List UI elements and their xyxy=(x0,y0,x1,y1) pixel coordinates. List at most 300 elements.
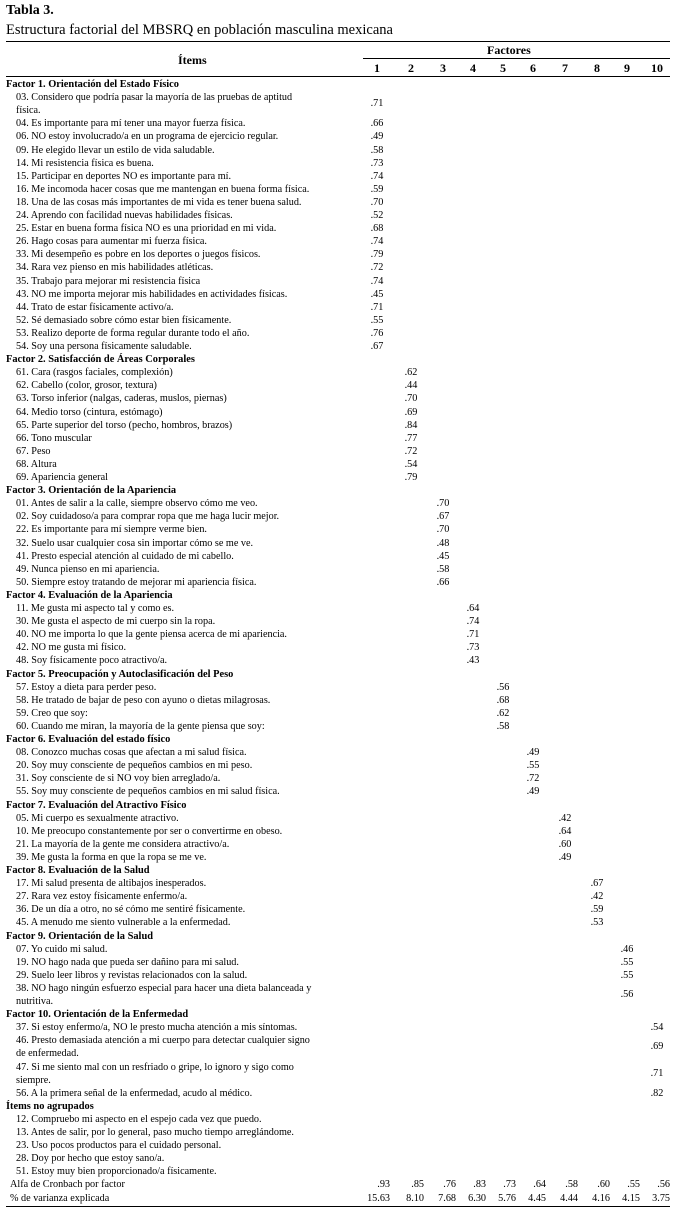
factor-loading: .58 xyxy=(436,563,450,575)
factor-loading: .64 xyxy=(466,603,480,614)
table-row xyxy=(0,275,674,288)
item-text-line: 41. Presto especial atención al cuidado de mi cabello. xyxy=(16,550,234,562)
item-text xyxy=(16,694,270,707)
item-text xyxy=(16,314,231,327)
table-row xyxy=(0,746,674,759)
item-text xyxy=(16,851,206,864)
item-text xyxy=(16,392,227,405)
table-row xyxy=(0,615,674,628)
factor-loading: .59 xyxy=(590,904,604,916)
factor-loading: .55 xyxy=(620,969,634,981)
summary-value: .76 xyxy=(443,1179,456,1191)
table-row xyxy=(0,392,674,405)
summary-value: .93 xyxy=(377,1179,390,1191)
item-text xyxy=(16,510,279,523)
item-text xyxy=(16,641,126,654)
item-text-line: 52. Sé demasiado sobre cómo estar bien físicamente. xyxy=(16,314,232,326)
item-text-line: 62. Cabello (color, grosor, textura) xyxy=(16,380,157,392)
factor-loading: .60 xyxy=(558,838,572,850)
factors-header: Factores xyxy=(487,43,531,57)
item-text-line: 34. Rara vez pienso en mis habilidades atléticas. xyxy=(16,262,214,274)
column-number: 3 xyxy=(440,61,446,75)
table-row xyxy=(0,497,674,510)
factor-loading: .62 xyxy=(496,707,510,719)
factor-loading: .56 xyxy=(496,681,510,693)
column-number: 8 xyxy=(594,61,600,75)
item-text-line: 65. Parte superior del torso (pecho, hombros, brazos) xyxy=(16,419,233,431)
item-text xyxy=(16,825,282,838)
summary-value: 4.44 xyxy=(560,1192,578,1204)
column-number: 4 xyxy=(470,61,476,75)
item-text xyxy=(16,654,167,667)
item-text-line: 16. Me incomoda hacer cosas que me mantengan en buena forma física. xyxy=(16,183,310,195)
item-text-line: 68. Altura xyxy=(16,458,57,470)
factor-loading: .72 xyxy=(370,262,384,274)
item-text-line: 42. NO me gusta mi físico. xyxy=(16,642,127,654)
factor-loading: .55 xyxy=(620,956,634,968)
item-text xyxy=(16,196,301,209)
item-text xyxy=(16,366,173,379)
factor-loading: .70 xyxy=(404,393,418,405)
table-row xyxy=(0,759,674,772)
item-text xyxy=(16,157,154,170)
item-text xyxy=(16,772,220,785)
item-text-line: nutritiva. xyxy=(16,995,54,1007)
factor-loading: .79 xyxy=(404,472,418,483)
item-text-line: 67. Peso xyxy=(16,445,51,457)
item-text-line: 53. Realizo deporte de forma regular durante todo el año. xyxy=(16,327,250,339)
item-text-line: Ítems no agrupados xyxy=(6,1100,94,1112)
item-text xyxy=(16,261,213,274)
item-text-line: 56. A la primera señal de la enfermedad, acudo al médico. xyxy=(16,1087,253,1099)
factor-loading: .74 xyxy=(466,616,480,628)
item-text-line: 66. Tono muscular xyxy=(16,432,92,444)
item-text xyxy=(16,1087,252,1100)
item-text xyxy=(16,563,159,576)
item-text xyxy=(16,458,57,471)
factor-title xyxy=(6,930,153,943)
item-text-line: Factor 9. Orientación de la Salud xyxy=(6,930,154,942)
table-row xyxy=(0,510,674,523)
item-text-line: 14. Mi resistencia física es buena. xyxy=(16,157,154,169)
item-text-line: 24. Aprendo con facilidad nuevas habilidades físicas. xyxy=(16,210,233,221)
item-text-line: 21. La mayoría de la gente me considera atractivo/a. xyxy=(16,838,230,850)
item-text-line: Factor 4. Evaluación de la Apariencia xyxy=(6,589,173,601)
item-text xyxy=(16,1021,297,1034)
factor-loading: .74 xyxy=(370,275,384,287)
factor-loading: .68 xyxy=(496,694,510,706)
summary-value: .60 xyxy=(597,1179,610,1191)
table-row xyxy=(0,1021,674,1034)
table-row xyxy=(0,170,674,183)
factor-heading xyxy=(0,353,674,366)
factor-title xyxy=(6,589,173,602)
factor-loading: .48 xyxy=(436,537,450,549)
item-text-line: 11. Me gusta mi aspecto tal y como es. xyxy=(16,603,175,614)
item-text xyxy=(16,406,163,419)
item-text xyxy=(16,275,200,288)
factor-loading: .49 xyxy=(558,851,572,863)
summary-value: 15.63 xyxy=(367,1192,390,1204)
item-text-line: 07. Yo cuido mi salud. xyxy=(16,943,108,955)
item-text xyxy=(16,235,207,248)
table-row xyxy=(0,144,674,157)
item-text xyxy=(16,130,278,143)
item-text-line: 61. Cara (rasgos faciales, complexión) xyxy=(16,367,173,379)
item-text xyxy=(16,550,234,563)
factor-title xyxy=(6,353,195,366)
item-text-line: 05. Mi cuerpo es sexualmente atractivo. xyxy=(16,812,179,824)
table-row xyxy=(0,681,674,694)
table-row xyxy=(0,288,674,301)
item-text-line: 09. He elegido llevar un estilo de vida saludable. xyxy=(16,144,215,156)
table-row xyxy=(0,1034,674,1060)
table-row xyxy=(0,772,674,785)
item-text-line: 37. Si estoy enfermo/a, NO le presto mucha atención a mis síntomas. xyxy=(16,1022,298,1034)
factor-loading: .71 xyxy=(650,1067,664,1079)
item-text-line: 23. Uso pocos productos para el cuidado personal. xyxy=(16,1140,222,1152)
factor-loading: .42 xyxy=(590,891,604,903)
table-row xyxy=(0,969,674,982)
item-text-line: 51. Estoy muy bien proporcionado/a físicamente. xyxy=(16,1166,217,1178)
table-row xyxy=(0,537,674,550)
factor-heading xyxy=(0,799,674,812)
table-row xyxy=(0,196,674,209)
factor-loading: .76 xyxy=(370,327,384,339)
item-text-line: 36. De un día a otro, no sé cómo me sentiré físicamente. xyxy=(16,904,246,916)
factor-loading: .45 xyxy=(370,288,384,300)
item-text-line: 01. Antes de salir a la calle, siempre observo cómo me veo. xyxy=(16,498,258,510)
item-text-line: 26. Hago cosas para aumentar mi fuerza física. xyxy=(16,236,207,248)
item-text-line: Factor 3. Orientación de la Apariencia xyxy=(6,485,177,497)
table-row xyxy=(0,851,674,864)
item-text-line: de enfermedad. xyxy=(16,1048,79,1060)
factor-loading: .73 xyxy=(466,642,480,654)
summary-value: 4.15 xyxy=(622,1192,640,1204)
table-row xyxy=(0,157,674,170)
table-row xyxy=(0,694,674,707)
item-text-line: 02. Soy cuidadoso/a para comprar ropa que me haga lucir mejor. xyxy=(16,511,280,523)
summary-value: .85 xyxy=(411,1179,424,1191)
factor-loading: .55 xyxy=(526,760,540,772)
item-text xyxy=(16,785,280,798)
table-row xyxy=(0,550,674,563)
factor-title xyxy=(6,864,150,877)
factor-loading: .77 xyxy=(404,432,418,444)
item-text-line: 63. Torso inferior (nalgas, caderas, muslos, piernas) xyxy=(16,393,227,405)
table-row xyxy=(0,314,674,327)
item-text-line: Factor 7. Evaluación del Atractivo Físico xyxy=(6,799,187,811)
summary-value: .56 xyxy=(657,1179,670,1191)
factor-heading xyxy=(0,668,674,681)
summary-row xyxy=(0,1192,674,1205)
factor-heading xyxy=(0,930,674,943)
factor-loading: .44 xyxy=(404,380,418,392)
item-text xyxy=(16,537,253,550)
item-text xyxy=(16,432,92,445)
table-row xyxy=(0,327,674,340)
factor-loading: .59 xyxy=(370,183,384,195)
item-text xyxy=(16,1113,262,1126)
item-text xyxy=(16,759,252,772)
summary-value: 5.76 xyxy=(498,1192,516,1204)
factor-loading: .74 xyxy=(370,170,384,182)
factor-loading: .54 xyxy=(404,458,418,470)
factor-loading: .72 xyxy=(526,773,540,785)
factor-heading xyxy=(0,864,674,877)
item-text xyxy=(16,812,179,825)
item-text-line: Factor 1. Orientación del Estado Físico xyxy=(6,79,179,90)
table-row xyxy=(0,261,674,274)
item-text-line: 18. Una de las cosas más importantes de mi vida es tener buena salud. xyxy=(16,196,302,208)
item-text-line: 31. Soy consciente de si NO voy bien arreglado/a. xyxy=(16,773,221,785)
factor-loading: .71 xyxy=(370,98,384,110)
summary-value: .58 xyxy=(565,1179,578,1191)
table-row xyxy=(0,523,674,536)
factor-loading: .69 xyxy=(650,1041,664,1053)
item-text xyxy=(16,943,107,956)
item-text xyxy=(16,144,215,157)
factor-loading: .67 xyxy=(436,511,450,523)
item-text-line: 03. Considero que podría pasar la mayoría de las pruebas de aptitud xyxy=(16,92,293,104)
item-text-line: 35. Trabajo para mejorar mi resistencia física xyxy=(16,275,201,287)
factor-loading: .79 xyxy=(370,249,384,261)
table-row xyxy=(0,419,674,432)
item-text xyxy=(16,877,206,890)
item-text-line: 33. Mi desempeño es pobre en los deportes o juegos físicos. xyxy=(16,249,261,261)
table-row xyxy=(0,1087,674,1100)
summary-value: 6.30 xyxy=(468,1192,486,1204)
table-row xyxy=(0,943,674,956)
bottom-rule xyxy=(6,1206,670,1207)
table-row xyxy=(0,982,674,1008)
factor-title xyxy=(6,668,233,681)
item-text-line: 13. Antes de salir, por lo general, paso mucho tiempo arreglándome. xyxy=(16,1127,294,1138)
factor-loading: .49 xyxy=(370,131,384,143)
table-row xyxy=(0,916,674,929)
item-text xyxy=(16,746,247,759)
item-text-line: 48. Soy físicamente poco atractivo/a. xyxy=(16,655,168,667)
items-header: Ítems xyxy=(178,53,207,67)
factor-loading: .43 xyxy=(466,655,480,667)
factor-loading: .82 xyxy=(650,1087,664,1099)
factor-loading: .71 xyxy=(466,629,480,641)
factor-title xyxy=(6,799,186,812)
factor-loading: .70 xyxy=(436,524,450,536)
item-text xyxy=(16,1152,164,1165)
factor-loading: .71 xyxy=(370,301,384,313)
factor-loading: .62 xyxy=(404,367,418,379)
table-row xyxy=(0,563,674,576)
item-text xyxy=(16,890,187,903)
item-text-line: Factor 2. Satisfacción de Áreas Corporales xyxy=(6,354,195,366)
table-row xyxy=(0,445,674,458)
column-number: 2 xyxy=(408,61,414,75)
factor-loading: .69 xyxy=(404,406,418,418)
top-rule xyxy=(6,41,670,42)
item-text-line: 47. Si me siento mal con un resfriado o gripe, lo ignoro y sigo como xyxy=(16,1061,294,1073)
factor-title xyxy=(6,733,170,746)
item-text xyxy=(16,681,156,694)
table-row xyxy=(0,209,674,222)
item-text xyxy=(16,1139,221,1152)
factor-loading: .73 xyxy=(370,157,384,169)
table-row xyxy=(0,432,674,445)
item-text xyxy=(16,497,258,510)
factor-heading xyxy=(0,589,674,602)
table-row xyxy=(0,117,674,130)
table-row xyxy=(0,1061,674,1087)
factor-loading: .66 xyxy=(370,118,384,130)
item-text-line: 38. NO hago ningún esfuerzo especial para hacer una dieta balanceada y xyxy=(16,982,312,994)
item-text-line: siempre. xyxy=(16,1074,51,1086)
item-text xyxy=(16,982,311,1008)
table-row xyxy=(0,956,674,969)
factor-loading: .84 xyxy=(404,419,418,431)
item-text-line: 54. Soy una persona físicamente saludable. xyxy=(16,341,192,352)
factor-loading: .56 xyxy=(620,988,634,1000)
factor-heading xyxy=(0,1008,674,1021)
table-row xyxy=(0,248,674,261)
factor-heading xyxy=(0,1100,674,1113)
item-text-line: 12. Compruebo mi aspecto en el espejo cada vez que puedo. xyxy=(16,1113,262,1125)
item-text xyxy=(16,471,108,484)
table-row xyxy=(0,1139,674,1152)
table-row xyxy=(0,91,674,117)
table-row xyxy=(0,406,674,419)
table-row xyxy=(0,812,674,825)
column-number: 10 xyxy=(651,61,663,75)
table-row xyxy=(0,641,674,654)
item-text xyxy=(16,170,231,183)
item-text xyxy=(16,1061,294,1087)
summary-value: 3.75 xyxy=(652,1192,670,1204)
table-row xyxy=(0,654,674,667)
table-row xyxy=(0,707,674,720)
factor-loading: .67 xyxy=(370,341,384,352)
column-number: 1 xyxy=(374,61,380,75)
item-text-line: 28. Doy por hecho que estoy sano/a. xyxy=(16,1153,165,1165)
summary-value: 7.68 xyxy=(438,1192,456,1204)
item-text-line: 57. Estoy a dieta para perder peso. xyxy=(16,681,157,693)
item-text-line: 29. Suelo leer libros y revistas relacionados con la salud. xyxy=(16,969,248,981)
table-row xyxy=(0,877,674,890)
item-text-line: 40. NO me importa lo que la gente piensa acerca de mi apariencia. xyxy=(16,629,287,641)
table-row xyxy=(0,1165,674,1178)
item-text-line: 55. Soy muy consciente de pequeños cambios en mi salud física. xyxy=(16,786,280,798)
item-text-line: 60. Cuando me miran, la mayoría de la gente piensa que soy: xyxy=(16,720,265,732)
table-row xyxy=(0,222,674,235)
column-number: 7 xyxy=(562,61,568,75)
factor-loading: .52 xyxy=(370,210,384,221)
item-text xyxy=(16,720,265,733)
factor-title xyxy=(6,1100,94,1113)
table-row xyxy=(0,366,674,379)
item-text xyxy=(16,301,174,314)
item-text xyxy=(16,628,287,641)
summary-value: .64 xyxy=(533,1179,546,1191)
item-text-line: 19. NO hago nada que pueda ser dañino para mi salud. xyxy=(16,956,239,968)
item-text-line: 46. Presto demasiada atención a mi cuerpo para detectar cualquier signo xyxy=(16,1035,310,1047)
item-text-line: 50. Siempre estoy tratando de mejorar mi apariencia física. xyxy=(16,576,257,588)
factor-loading: .58 xyxy=(370,144,384,156)
summary-value: 8.10 xyxy=(406,1192,424,1204)
table-row xyxy=(0,379,674,392)
factor-loading: .53 xyxy=(590,917,604,929)
item-text-line: 69. Apariencia general xyxy=(16,472,108,483)
summary-label: Alfa de Cronbach por factor xyxy=(10,1179,125,1191)
factor-loading: .55 xyxy=(370,314,384,326)
item-text xyxy=(16,903,245,916)
item-text-line: 58. He tratado de bajar de peso con ayuno o dietas milagrosas. xyxy=(16,694,271,706)
item-text-line: 08. Conozco muchas cosas que afectan a mi salud física. xyxy=(16,747,247,759)
item-text-line: 44. Trato de estar físicamente activo/a. xyxy=(16,301,174,313)
item-text-line: Factor 6. Evaluación del estado físico xyxy=(6,734,171,745)
item-text xyxy=(16,707,88,720)
table-row xyxy=(0,576,674,589)
table-row xyxy=(0,340,674,353)
item-text xyxy=(16,523,207,536)
factor-heading xyxy=(0,78,674,91)
item-text xyxy=(16,379,157,392)
item-text xyxy=(16,222,276,235)
summary-value: 4.16 xyxy=(592,1192,610,1204)
item-text-line: 17. Mi salud presenta de altibajos inesperados. xyxy=(16,878,207,890)
factor-loading: .70 xyxy=(370,196,384,208)
table-row xyxy=(0,785,674,798)
factor-loading: .49 xyxy=(526,747,540,759)
summary-label: % de varianza explicada xyxy=(10,1192,110,1204)
item-text xyxy=(16,1034,310,1060)
column-number: 9 xyxy=(624,61,630,75)
item-text xyxy=(16,969,247,982)
item-text-line: 64. Medio torso (cintura, estómago) xyxy=(16,406,163,418)
column-number: 5 xyxy=(500,61,506,75)
table-row xyxy=(0,890,674,903)
table-row xyxy=(0,1126,674,1139)
table-number: Tabla 3. xyxy=(6,3,54,18)
header-rule xyxy=(6,76,670,77)
item-text xyxy=(16,1126,294,1139)
item-text-line: 04. Es importante para mí tener una mayor fuerza física. xyxy=(16,118,246,130)
summary-row xyxy=(0,1178,674,1191)
item-text-line: 22. Es importante para mí siempre verme bien. xyxy=(16,524,207,536)
factor-heading xyxy=(0,484,674,497)
item-text-line: 06. NO estoy involucrado/a en un programa de ejercicio regular. xyxy=(16,131,279,143)
item-text xyxy=(16,838,229,851)
item-text xyxy=(16,91,292,117)
item-text xyxy=(16,576,256,589)
factor-title xyxy=(6,78,179,91)
factor-loading: .42 xyxy=(558,812,572,824)
item-text xyxy=(16,183,309,196)
item-text xyxy=(16,419,232,432)
item-text-line: 49. Nunca pienso en mi apariencia. xyxy=(16,563,160,575)
item-text-line: Factor 5. Preocupación y Autoclasificación del Peso xyxy=(6,668,234,680)
item-text-line: 15. Participar en deportes NO es importante para mí. xyxy=(16,170,232,182)
item-text-line: 45. A menudo me siento vulnerable a la enfermedad. xyxy=(16,917,231,929)
item-text-line: Factor 8. Evaluación de la Salud xyxy=(6,865,150,876)
factor-loading: .74 xyxy=(370,236,384,248)
item-text xyxy=(16,288,287,301)
table-row xyxy=(0,628,674,641)
factor-loading: .46 xyxy=(620,943,634,955)
item-text xyxy=(16,248,260,261)
item-text-line: 25. Estar en buena forma física NO es una prioridad en mi vida. xyxy=(16,223,277,235)
table-row xyxy=(0,235,674,248)
factor-loading: .67 xyxy=(590,878,604,890)
table-row xyxy=(0,458,674,471)
